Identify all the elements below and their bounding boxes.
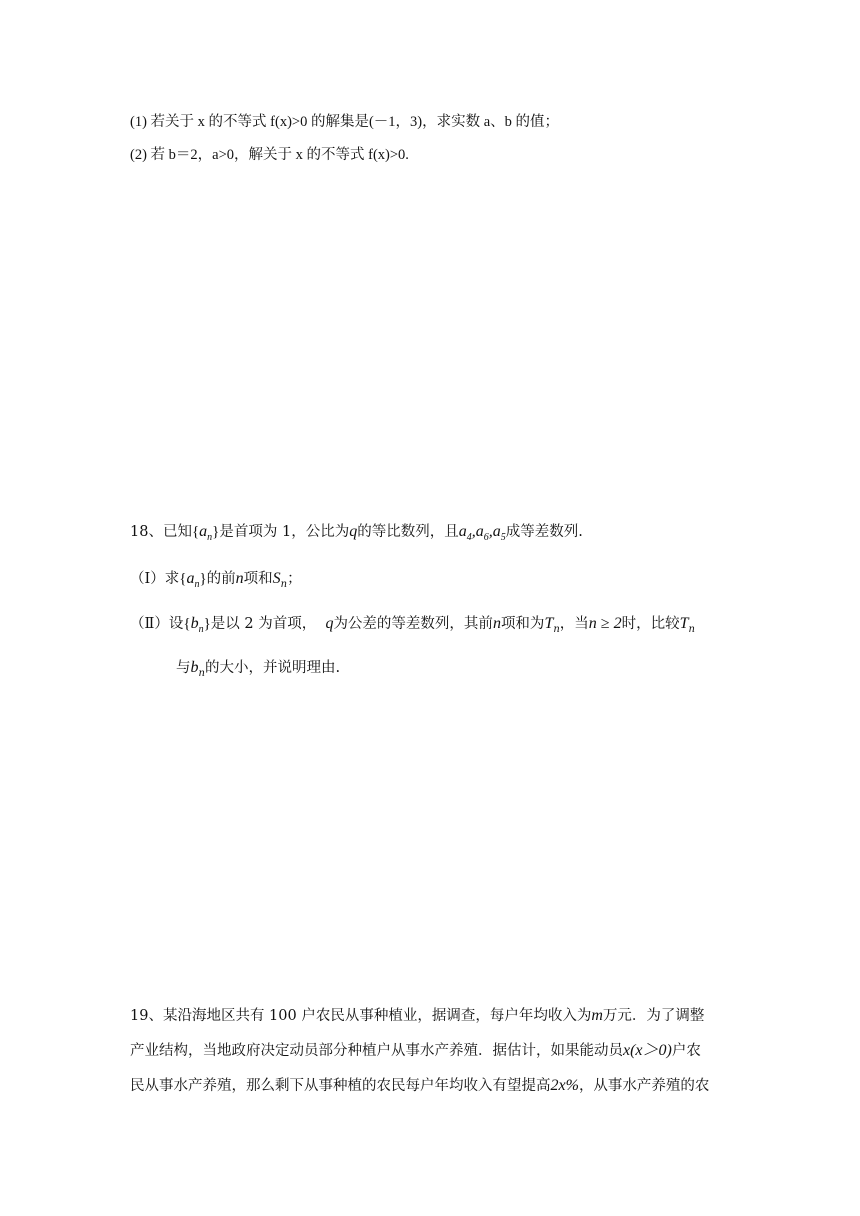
- q18-part2-b: b: [190, 659, 199, 676]
- q18-part2-T: T: [544, 615, 554, 632]
- q18-part1-suffix: 项和: [243, 571, 273, 587]
- q18-part2-T2: T: [679, 615, 689, 632]
- q19-x: x(x＞0): [623, 1042, 672, 1059]
- q18-terms: $a_4,a_6,a_5$: [458, 523, 506, 543]
- q18-stem-mid1: 是首项为 1，公比为: [219, 524, 350, 540]
- q18-part2-cond: n ≥ 2: [588, 615, 622, 632]
- q19-pct: 2x%: [550, 1077, 579, 1094]
- q17-part2: (2) 若 b＝2，a>0，解关于 x 的不等式 f(x)>0.: [130, 147, 409, 163]
- q19-line1-end: 万元．为了调整: [602, 1008, 705, 1024]
- q18-stem-mid2: 的等比数列，且: [357, 524, 459, 540]
- q18-stem-prefix: 18、已知: [130, 524, 192, 540]
- q19-line1: [130, 1006, 704, 1026]
- q19-line3-text: 民从事水产养殖，那么剩下从事种植的农民每户年均收入有望提高: [130, 1078, 551, 1094]
- q18-part2-mid4: ，当: [559, 616, 589, 632]
- q18-part2-mid1: 是以 2 为首项，: [210, 616, 317, 632]
- q19-line3-end: ，从事水产养殖的农: [578, 1078, 710, 1094]
- q18-part2-prefix: （Ⅱ）设: [130, 616, 184, 632]
- q18-stem: [130, 522, 583, 548]
- q19-line2-end: 户农: [671, 1043, 701, 1059]
- q18-part2-n: n: [492, 615, 501, 632]
- q18-part2-line2-suffix: 的大小，并说明理由.: [204, 660, 341, 676]
- q18-q-symbol: q: [349, 523, 358, 540]
- q19-line1-text: 19、某沿海地区共有 100 户农民从事种植业，据调查，每户年均收入为: [130, 1008, 592, 1024]
- seq-a-brace-2: $\{a_n\}$: [179, 570, 207, 590]
- q18-stem-suffix: 成等差数列.: [505, 524, 583, 540]
- q18-part1-n: n: [235, 570, 244, 587]
- seq-a-brace: $\{a_n\}$: [191, 523, 220, 543]
- q17-part1: (1) 若关于 x 的不等式 f(x)>0 的解集是(－1，3)，求实数 a、b 的值；: [130, 114, 560, 130]
- q19-m: m: [591, 1007, 603, 1024]
- q18-part2-mid2: 为公差的等差数列，其前: [333, 616, 493, 632]
- q19-line2-text: 产业结构，当地政府决定动员部分种植户从事水产养殖．据估计，如果能动员: [130, 1043, 623, 1059]
- q18-part2-mid3: 项和为: [500, 616, 545, 632]
- q18-part2-line1: （Ⅱ）设$\{b_n\}$是以 2 为首项， q为公差的等差数列，其前n项和为$T_n$，当n ≥ 2时，比较$T_n$: [130, 615, 695, 635]
- q18-part1-S: S: [272, 570, 281, 587]
- q18-part2-line2-prefix: 与: [176, 660, 191, 676]
- q18-part2-line2: 与$b_n$的大小，并说明理由.: [176, 659, 341, 679]
- q19-line3: [130, 1076, 709, 1096]
- q18-part1: （Ⅰ）求$\{a_n\}$的前n项和$S_n$；: [130, 570, 302, 590]
- q18-part1-prefix: （Ⅰ）求: [130, 571, 180, 587]
- q18-part1-end: ；: [287, 571, 302, 587]
- q19-line2: [130, 1041, 701, 1061]
- seq-b-brace: $\{b_n\}$: [183, 615, 211, 635]
- q18-part1-mid: 的前: [206, 571, 236, 587]
- q18-part2-q: q: [325, 615, 334, 632]
- q18-part2-mid5: 时，比较: [621, 616, 680, 632]
